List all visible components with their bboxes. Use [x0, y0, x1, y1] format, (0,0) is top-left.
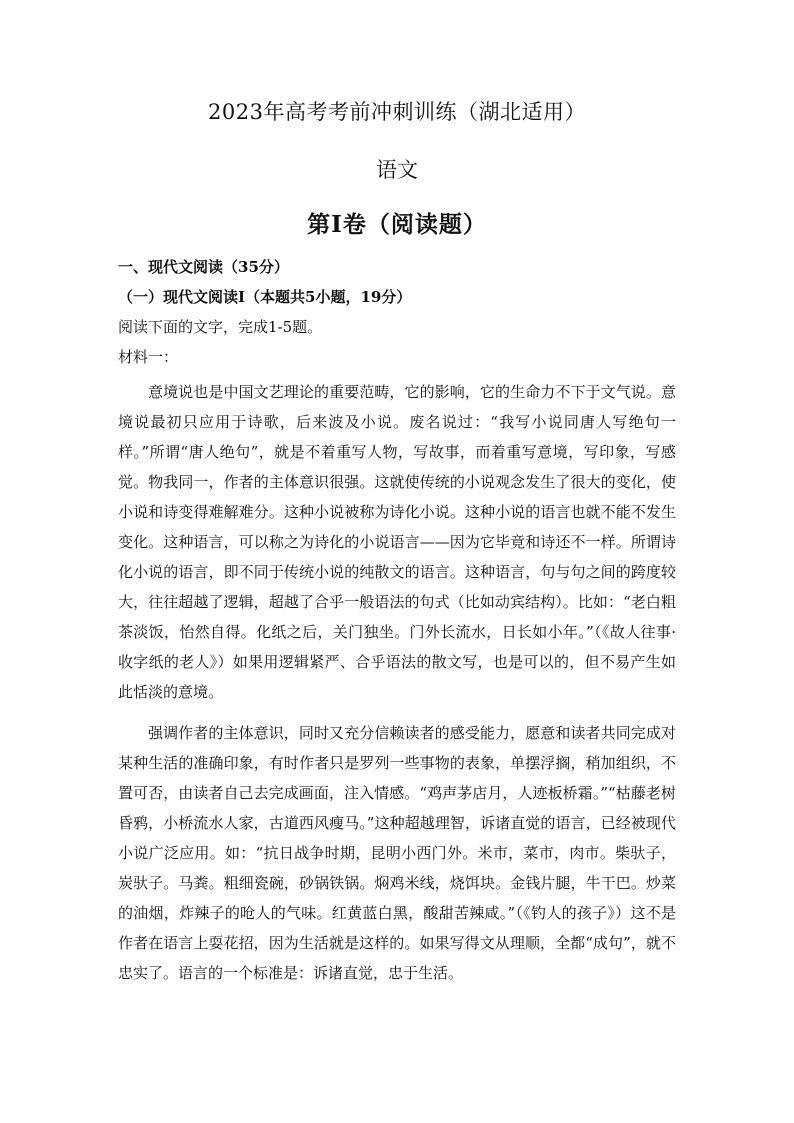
volume-heading: 第Ⅰ卷（阅读题） — [307, 211, 487, 238]
section-heading: 一、现代文阅读（35分） — [118, 258, 289, 276]
exam-title: 2023年高考考前冲刺训练（湖北适用） — [208, 100, 586, 124]
paragraph: 强调作者的主体意识，同时又充分信赖读者的感受能力，愿意和读者共同完成对某种生活的准确印象，有时作者只是罗列一些事物的表象，单摆浮搁，稍加组织，不置可否，由读者自己去完成画面，注入情感。“鸡声茅店月，人迹板桥霜。”“枯藤老树昏鸦，小桥流水人家，古道西风瘦马。”这种超越理智，诉诸直觉的语言，已经被现代小说广泛应用。如：“抗日战争时期，昆明小西门外。米市，菜市，肉市。柴驮子，炭驮子。马粪。粗细瓷碗，砂锅铁锅。焖鸡米线，烧饵块。金钱片腿，牛干巴。炒菜的油烟，炸辣子的呛人的气味。红黄蓝白黑，酸甜苦辣咸。”（《钓人的孩子》）这不是作者在语言上耍花招，因为生活就是这样的。如果写得文从理顺，全都“成句”，就不忠实了。语言的一个标准是：诉诸直觉，忠于生活。 — [118, 724, 676, 982]
reading-instruction: 阅读下面的文字，完成1-5题。 — [118, 318, 323, 336]
paragraph: 意境说也是中国文艺理论的重要范畴，它的影响，它的生命力不下于文气说。意境说最初只应用于诗歌，后来波及小说。废名说过：“我写小说同唐人写绝句一样。”所谓“唐人绝句”，就是不着重写人物，写故事，而着重写意境，写印象，写感觉。物我同一，作者的主体意识很强。这就使传统的小说观念发生了很大的变化，使小说和诗变得难解难分。这种小说被称为诗化小说。这种小说的语言也就不能不发生变化。这种语言，可以称之为诗化的小说语言——因为它毕竟和诗还不一样。所谓诗化小说的语言，即不同于传统小说的纯散文的语言。这种语言，句与句之间的跨度较大，往往超越了逻辑，超越了合乎一般语法的句式（比如动宾结构）。比如：“老白粗茶淡饭，怡然自得。化纸之后，关门独坐。门外长流水，日长如小年。”（《故人往事·收字纸的老人》）如果用逻辑紧严、合乎语法的散文写，也是可以的，但不易产生如此恬淡的意境。 — [118, 383, 676, 701]
subject-heading: 语文 — [376, 158, 418, 182]
material-label: 材料一： — [118, 348, 179, 366]
subsection-heading: （一）现代文阅读Ⅰ（本题共5小题，19分） — [118, 288, 412, 306]
